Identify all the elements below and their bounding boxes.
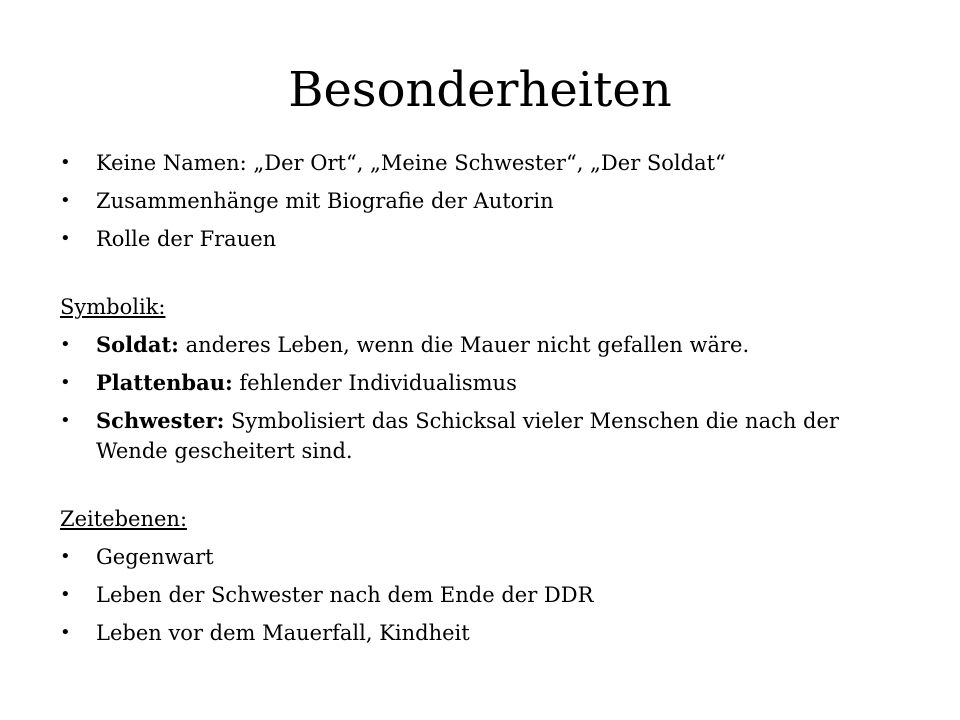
bullet-icon: • <box>60 372 71 393</box>
list-item-text: Zusammenhänge mit Biografie der Autorin <box>96 189 554 213</box>
bullet-icon: • <box>60 410 71 431</box>
list-item-text: Leben der Schwester nach dem Ende der DDR <box>96 583 594 607</box>
spacer <box>60 262 890 292</box>
list-item <box>60 406 890 466</box>
bullet-icon: • <box>60 584 71 605</box>
bullet-icon: • <box>60 622 71 643</box>
section-heading-symbolik: Symbolik: <box>60 295 166 319</box>
bullet-icon: • <box>60 152 71 173</box>
list-item <box>60 186 890 216</box>
term-label: Soldat: <box>96 332 179 357</box>
term-description: fehlender Individualismus <box>232 371 517 395</box>
slide-content <box>60 148 890 656</box>
list-item <box>60 330 890 360</box>
list-item <box>60 580 890 610</box>
term-description: Symbolisiert das Schicksal vieler Menschen die nach der Wende gescheitert sind. <box>96 409 839 463</box>
bullet-icon: • <box>60 190 71 211</box>
spacer <box>60 474 890 504</box>
term-description: anderes Leben, wenn die Mauer nicht gefallen wäre. <box>178 333 750 357</box>
list-item <box>60 368 890 398</box>
list-item-text: Rolle der Frauen <box>96 227 277 251</box>
term-label: Plattenbau: <box>96 370 233 395</box>
list-item-text: Keine Namen: „Der Ort“, „Meine Schwester“, „Der Soldat“ <box>96 151 726 175</box>
section-heading-zeitebenen: Zeitebenen: <box>60 507 188 531</box>
bullet-icon: • <box>60 546 71 567</box>
term-label: Schwester: <box>96 408 225 433</box>
list-item <box>60 224 890 254</box>
slide-title: Besonderheiten <box>288 62 672 118</box>
list-item-text: Leben vor dem Mauerfall, Kindheit <box>96 621 470 645</box>
bullet-icon: • <box>60 228 71 249</box>
list-item-text: Gegenwart <box>96 545 214 569</box>
list-item <box>60 542 890 572</box>
list-item <box>60 618 890 648</box>
list-item <box>60 148 890 178</box>
bullet-icon: • <box>60 334 71 355</box>
